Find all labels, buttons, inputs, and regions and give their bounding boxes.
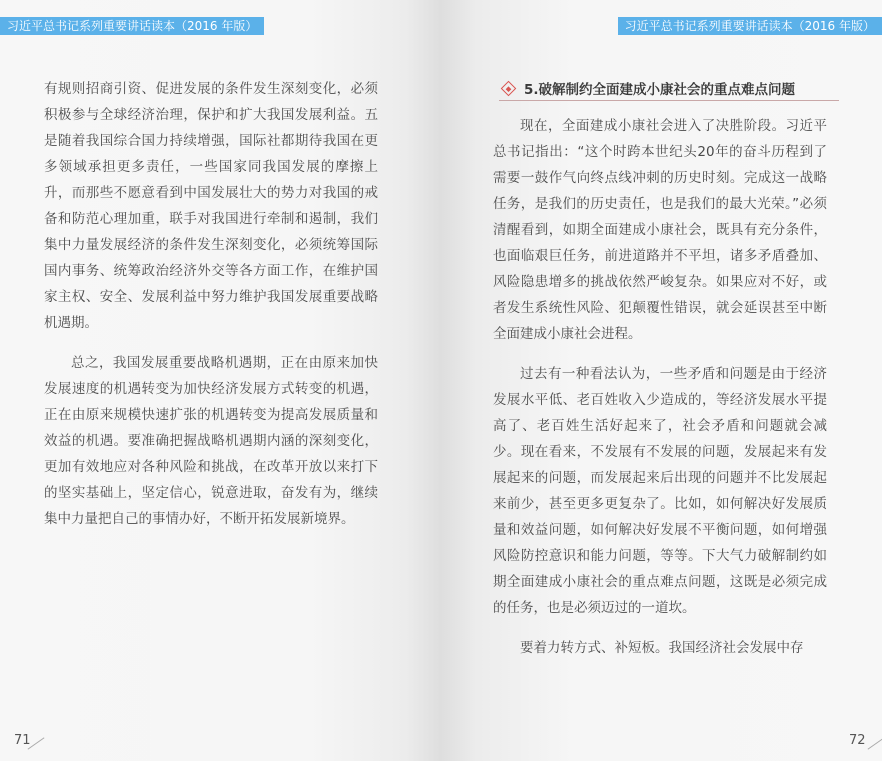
right-header-tab: 习近平总书记系列重要讲话读本（2016 年版） (618, 17, 882, 35)
left-page-number: 71 (14, 733, 31, 748)
left-page-body (44, 76, 378, 546)
right-page-number: 72 (849, 733, 866, 748)
diamond-bullet-icon (501, 80, 517, 96)
right-page-slash-mark (868, 737, 882, 749)
left-paragraph-2: 总之，我国发展重要战略机遇期，正在由原来加快发展速度的机遇转变为加快经济发展方式转变的机遇，正在由原来规模快速扩张的机遇转变为提高发展质量和效益的机遇。要准确把握战略机遇期内涵的深刻变化，更加有效地应对各种风险和挑战，在改革开放以来打下的坚实基础上，坚定信心，锐意进取，奋发有为，继续集中力量把自己的事情办好，不断开拓发展新境界。 (44, 355, 378, 527)
right-page-body (493, 113, 827, 675)
right-paragraph-2: 过去有一种看法认为，一些矛盾和问题是由于经济发展水平低、老百姓收入少造成的，等经济发展水平提高了、老百姓生活好起来了，社会矛盾和问题就会减少。现在看来，不发展有不发展的问题，发展起来有发展起来的问题，而发展起来后出现的问题并不比发展起来前少，甚至更多更复杂了。比如，如何解决好发展质量和效益问题，如何解决好发展不平衡问题，如何增强风险防控意识和能力问题，等等。下大气力破解制约如期全面建成小康社会的重点难点问题，这既是必须完成的任务，也是必须迈过的一道坎。 (493, 366, 827, 616)
right-page (441, 0, 882, 761)
section-title: 5.破解制约全面建成小康社会的重点难点问题 (524, 82, 796, 98)
left-header-tab: 习近平总书记系列重要讲话读本（2016 年版） (0, 17, 264, 35)
section-heading (499, 76, 839, 101)
right-paragraph-1: 现在，全面建成小康社会进入了决胜阶段。习近平总书记指出：“这个时跨本世纪头20年的奋斗历程到了需要一鼓作气向终点线冲刺的历史时刻。完成这一战略任务，是我们的历史责任，也是我们的最大光荣。”必须清醒看到，如期全面建成小康社会，既具有充分条件，也面临艰巨任务，前进道路并不平坦，诸多矛盾叠加、风险隐患增多的挑战依然严峻复杂。如果应对不好，或者发生系统性风险、犯颠覆性错误，就会延误甚至中断全面建成小康社会进程。 (493, 118, 827, 342)
left-paragraph-1: 有规则招商引资、促进发展的条件发生深刻变化，必须积极参与全球经济治理，保护和扩大我国发展利益。五是随着我国综合国力持续增强，国际社都期待我国在更多领域承担更多责任，一些国家同我国发展的摩擦上升，而那些不愿意看到中国发展壮大的势力对我国的戒备和防范心理加重，联手对我国进行牵制和遏制，我们集中力量发展经济的条件发生深刻变化，必须统筹国际国内事务、统筹政治经济外交等各方面工作，在维护国家主权、安全、发展利益中努力维护我国发展重要战略机遇期。 (44, 81, 378, 331)
right-paragraph-3: 要着力转方式、补短板。我国经济社会发展中存 (520, 640, 804, 656)
